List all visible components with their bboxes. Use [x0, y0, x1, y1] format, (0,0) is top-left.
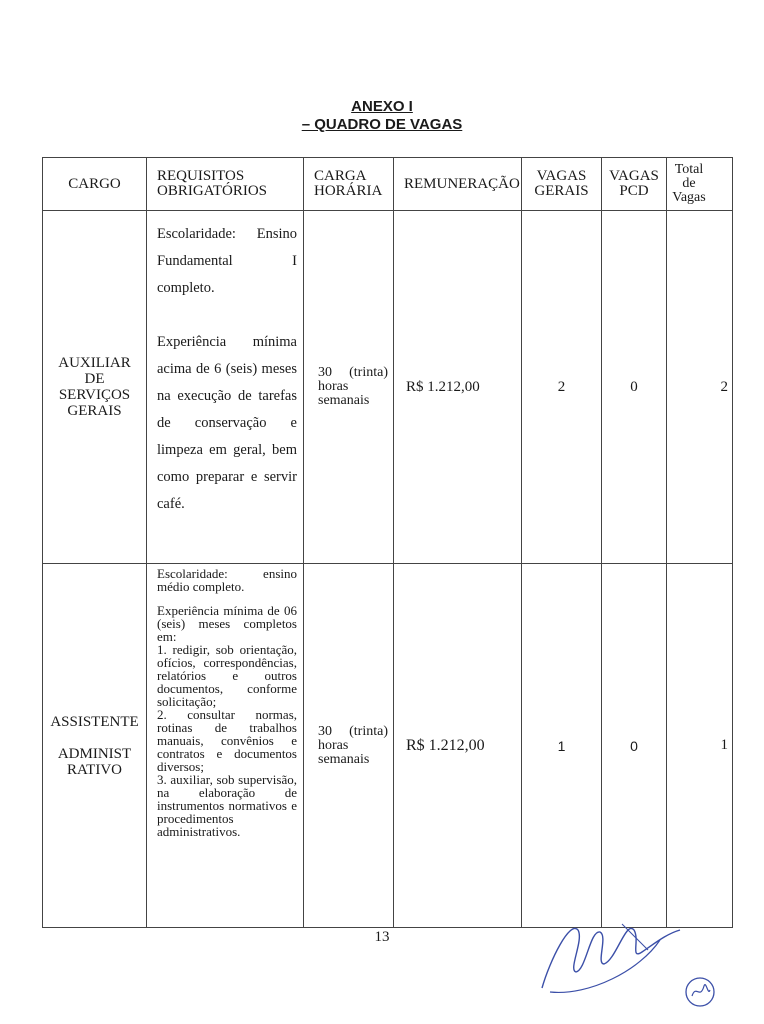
- total-cell: 2: [667, 211, 733, 564]
- cargo-cell: [43, 564, 147, 928]
- table-row: [43, 564, 733, 928]
- requisito-item: 1. redigir, sob orientação, ofícios, correspondências, relatórios e outros documentos, conforme solicitação;: [157, 642, 297, 709]
- header-vagas-gerais: VAGAS GERAIS: [522, 158, 602, 211]
- table-header-row: [43, 158, 733, 211]
- requisito-item: 2. consultar normas, rotinas de trabalhos manuais, convênios e contratos e documentos diversos;: [157, 707, 297, 774]
- carga-cell: 30 (trinta) horas semanais: [304, 564, 394, 928]
- vagas-gerais-cell: 1: [522, 564, 602, 928]
- vagas-pcd-cell: 0: [602, 211, 667, 564]
- experiencia-text: Experiência mínima acima de 6 (seis) meses na execução de tarefas de conservação e limpeza em geral, bem como preparar e servir café.: [157, 334, 297, 512]
- total-cell: 1: [667, 564, 733, 928]
- experiencia-intro: Experiência mínima de 06 (seis) meses completos em:: [157, 603, 297, 644]
- header-total: Total de Vagas: [667, 158, 733, 211]
- vacancy-table: [42, 157, 733, 928]
- table-row: [43, 211, 733, 564]
- header-carga: CARGA HORÁRIA: [304, 158, 394, 211]
- header-cargo: CARGO: [43, 158, 147, 211]
- header-vagas-pcd: VAGAS PCD: [602, 158, 667, 211]
- remuneracao-cell: R$ 1.212,00: [394, 211, 522, 564]
- cargo-line1: ASSISTENTE: [50, 713, 139, 730]
- annex-title: ANEXO I: [351, 98, 413, 115]
- vagas-pcd-cell: 0: [602, 564, 667, 928]
- remuneracao-cell: R$ 1.212,00: [394, 564, 522, 928]
- signature-icon: [530, 900, 718, 1024]
- vagas-gerais-cell: 2: [522, 211, 602, 564]
- escolaridade-text: Escolaridade: ensino médio completo.: [157, 566, 297, 594]
- carga-cell: 30 (trinta) horas semanais: [304, 211, 394, 564]
- header-requisitos: REQUISITOS OBRIGATÓRIOS: [147, 158, 304, 211]
- requisitos-cell: [147, 211, 304, 564]
- requisitos-cell: [147, 564, 304, 928]
- cargo-line2: ADMINISTRATIVO: [57, 745, 132, 778]
- annex-subtitle: – QUADRO DE VAGAS: [301, 116, 463, 133]
- escolaridade-text: Escolaridade: Ensino Fundamental I completo.: [157, 226, 297, 296]
- cargo-cell: AUXILIAR DE SERVIÇOS GERAIS: [43, 211, 147, 564]
- requisito-item: 3. auxiliar, sob supervisão, na elaboração de instrumentos normativos e procedimentos administrativos.: [157, 772, 297, 839]
- header-remuneracao: REMUNERAÇÃO: [394, 158, 522, 211]
- page-number: 13: [374, 929, 390, 945]
